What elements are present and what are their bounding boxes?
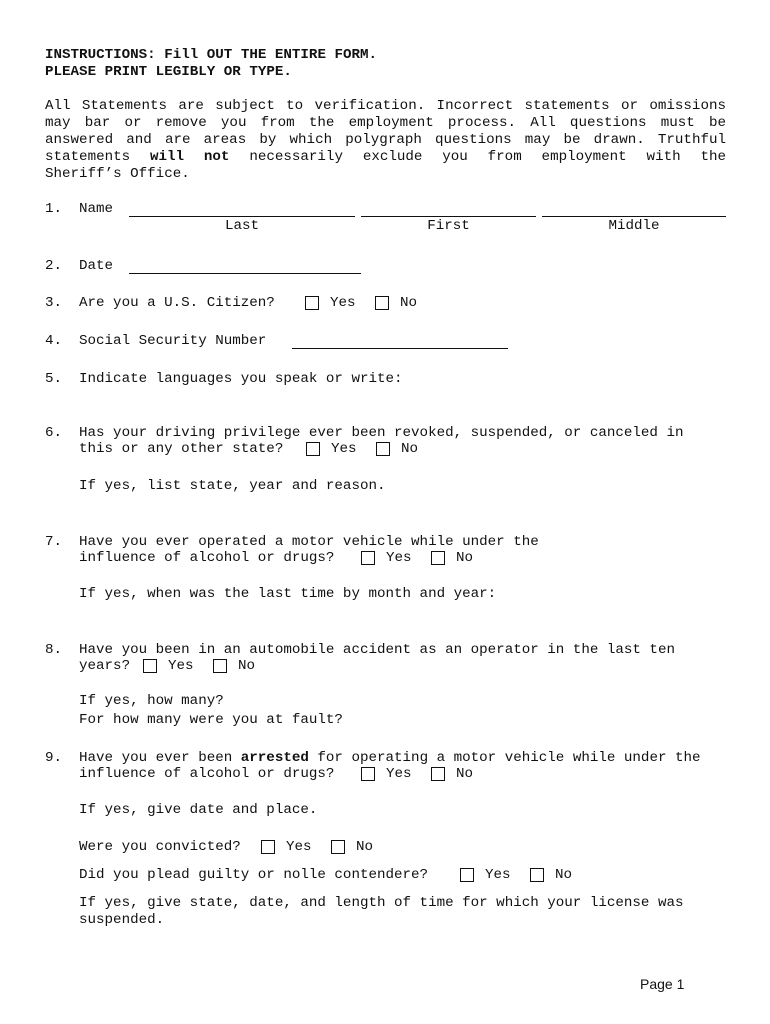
q6-question-line-2: this or any other state? — [79, 441, 284, 457]
convicted-yes-checkbox[interactable] — [261, 840, 275, 854]
privilege-no-label: No — [401, 441, 419, 457]
arrested-yes-checkbox[interactable] — [361, 767, 375, 781]
q9-followup: If yes, give date and place. — [79, 802, 318, 818]
instructions-subheading: PLEASE PRINT LEGIBLY OR TYPE. — [45, 64, 292, 80]
license-followup-line-1: If yes, give state, date, and length of time for which your license was — [79, 895, 684, 911]
name-first-caption: First — [427, 218, 470, 234]
ssn-field[interactable] — [292, 348, 508, 349]
q8-number: 8. — [45, 642, 63, 658]
name-middle-field[interactable] — [542, 216, 726, 217]
name-middle-caption: Middle — [608, 218, 660, 234]
q4-number: 4. — [45, 333, 63, 349]
privilege-no-checkbox[interactable] — [376, 442, 390, 456]
arrested-no-checkbox[interactable] — [431, 767, 445, 781]
q7-followup: If yes, when was the last time by month and year: — [79, 586, 497, 602]
intro-text: necessarily exclude you from employment with the — [249, 149, 726, 165]
arrested-no-label: No — [456, 766, 474, 782]
dui-operate-no-checkbox[interactable] — [431, 551, 445, 565]
q6-followup: If yes, list state, year and reason. — [79, 478, 386, 494]
q9-number: 9. — [45, 750, 63, 766]
name-first-field[interactable] — [361, 216, 536, 217]
page-number: Page 1 — [640, 976, 685, 992]
accident-no-label: No — [238, 658, 256, 674]
q8-followup-count: If yes, how many? — [79, 693, 224, 709]
convicted-no-checkbox[interactable] — [331, 840, 345, 854]
name-last-field[interactable] — [129, 216, 355, 217]
citizen-yes-checkbox[interactable] — [305, 296, 319, 310]
date-field[interactable] — [129, 273, 361, 274]
q2-label: Date — [79, 258, 114, 274]
q8-followup-fault: For how many were you at fault? — [79, 712, 343, 728]
accident-yes-label: Yes — [168, 658, 194, 674]
arrested-yes-label: Yes — [386, 766, 412, 782]
q5-number: 5. — [45, 371, 63, 387]
intro-emphasis: will not — [150, 149, 230, 165]
accident-no-checkbox[interactable] — [213, 659, 227, 673]
intro-line-4 — [45, 149, 726, 166]
convicted-question: Were you convicted? — [79, 839, 241, 855]
q8-question-line-2: years? — [79, 658, 131, 674]
intro-line-1: All Statements are subject to verification. Incorrect statements or omissions — [45, 98, 726, 114]
name-last-caption: Last — [224, 218, 260, 234]
q7-question-line-2: influence of alcohol or drugs? — [79, 550, 335, 566]
q9-emphasis: arrested — [240, 750, 309, 766]
q6-question-line-1: Has your driving privilege ever been revoked, suspended, or canceled in — [79, 425, 684, 441]
intro-line-3: answered and are areas by which polygraph questions may be drawn. Truthful — [45, 132, 726, 148]
q8-question-line-1: Have you been in an automobile accident as an operator in the last ten — [79, 642, 675, 658]
q2-number: 2. — [45, 258, 63, 274]
convicted-yes-label: Yes — [286, 839, 312, 855]
plead-question: Did you plead guilty or nolle contendere? — [79, 867, 429, 883]
plead-no-label: No — [555, 867, 573, 883]
q9-question-line-1 — [79, 750, 701, 767]
q5-label: Indicate languages you speak or write: — [79, 371, 403, 387]
plead-yes-checkbox[interactable] — [460, 868, 474, 882]
accident-yes-checkbox[interactable] — [143, 659, 157, 673]
privilege-yes-label: Yes — [331, 441, 357, 457]
q3-label: Are you a U.S. Citizen? — [79, 295, 275, 311]
plead-no-checkbox[interactable] — [530, 868, 544, 882]
q3-number: 3. — [45, 295, 63, 311]
citizen-no-checkbox[interactable] — [375, 296, 389, 310]
intro-line-2: may bar or remove you from the employment process. All questions must be — [45, 115, 726, 131]
dui-operate-yes-label: Yes — [386, 550, 412, 566]
citizen-no-label: No — [400, 295, 418, 311]
q6-number: 6. — [45, 425, 63, 441]
intro-line-5: Sheriff’s Office. — [45, 166, 190, 182]
q1-number: 1. — [45, 201, 63, 217]
citizen-yes-label: Yes — [330, 295, 356, 311]
q1-label: Name — [79, 201, 114, 217]
q9-text: Have you ever been — [79, 750, 233, 766]
plead-yes-label: Yes — [485, 867, 511, 883]
privilege-yes-checkbox[interactable] — [306, 442, 320, 456]
intro-text: statements — [45, 149, 131, 165]
q7-number: 7. — [45, 534, 63, 550]
q4-label: Social Security Number — [79, 333, 267, 349]
dui-operate-no-label: No — [456, 550, 474, 566]
q9-question-line-2: influence of alcohol or drugs? — [79, 766, 335, 782]
convicted-no-label: No — [356, 839, 374, 855]
dui-operate-yes-checkbox[interactable] — [361, 551, 375, 565]
q9-text: for operating a motor vehicle while under the — [317, 750, 701, 766]
q7-question-line-1: Have you ever operated a motor vehicle while under the — [79, 534, 539, 550]
license-followup-line-2: suspended. — [79, 912, 165, 928]
instructions-heading: INSTRUCTIONS: Fill OUT THE ENTIRE FORM. — [45, 47, 378, 63]
